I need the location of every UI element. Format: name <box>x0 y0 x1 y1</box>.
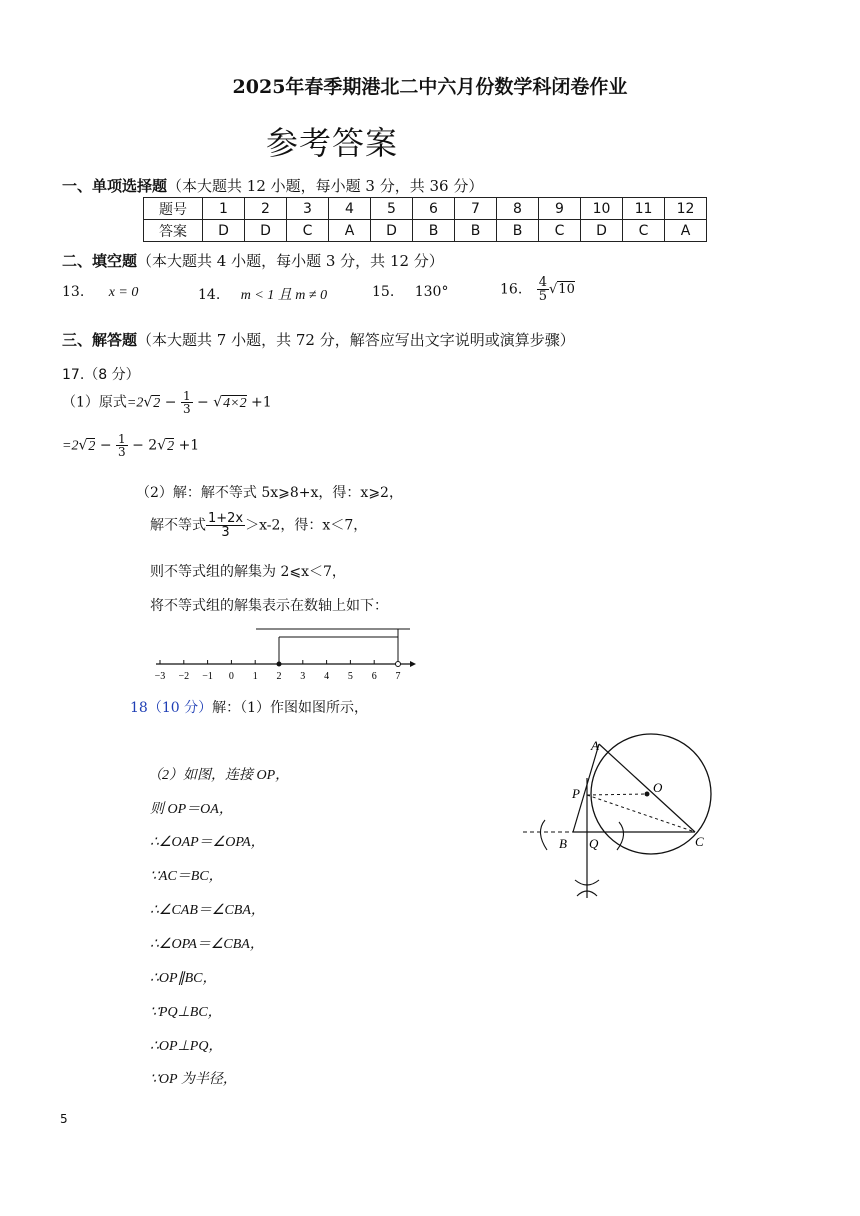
axis-arrow <box>410 661 416 667</box>
answer-table <box>143 197 707 242</box>
answer-cell: D <box>371 220 413 242</box>
row-label-number: 题号 <box>144 198 203 220</box>
fill-item-13: 13. x = 0 <box>62 284 139 300</box>
segment-op <box>587 794 647 795</box>
q17-part2-line4: 将不等式组的解集表示在数轴上如下： <box>150 598 388 614</box>
q18-proof-line: ∴OP∥BC， <box>150 971 217 986</box>
answer-cell: B <box>413 220 455 242</box>
q18-proof-line: ∴OP⊥PQ， <box>150 1039 223 1054</box>
axis-tick-label: 7 <box>395 671 401 682</box>
axis-tick-label: 2 <box>276 671 282 682</box>
axis-tick-label: −1 <box>202 671 213 682</box>
axis-tick-label: 5 <box>347 671 353 682</box>
question-number-cell: 1 <box>203 198 245 220</box>
arc-right <box>617 822 624 850</box>
q18-proof-line: ∵PQ⊥BC， <box>150 1005 222 1020</box>
question-number-cell: 8 <box>497 198 539 220</box>
fill-answer-16-root: 10 <box>558 282 575 297</box>
q17-part1-line1: （1）原式=2√2 − $\frac{1}{3}$ − √4×2 +1 <box>62 389 272 416</box>
segment-pc <box>587 795 695 832</box>
label-b: B <box>559 836 567 851</box>
answer-cell: B <box>497 220 539 242</box>
section1-note: （本大题共 12 小题，每小题 3 分，共 36 分） <box>167 177 484 195</box>
fill-answer-15: 130° <box>414 284 449 300</box>
q18-proof-line: ∴∠OAP＝∠OPA， <box>150 835 265 850</box>
section3-note: （本大题共 7 小题，共 72 分，解答应写出文字说明或演算步骤） <box>137 331 575 349</box>
answer-cell: D <box>203 220 245 242</box>
page-title: 2025年春季期港北二中六月份数学科闭卷作业 <box>232 76 628 98</box>
question-number-cell: 9 <box>539 198 581 220</box>
section2-note: （本大题共 4 小题，每小题 3 分，共 12 分） <box>137 252 444 270</box>
q18-label: 18（10 分） <box>130 700 213 716</box>
label-o: O <box>653 780 663 795</box>
section2-title: 二、填空题 <box>62 252 138 270</box>
geometry-figure <box>515 730 725 905</box>
fill-item-15: 15. 130° <box>372 284 449 300</box>
q18-proof-line: ∴∠CAB＝∠CBA， <box>150 903 265 918</box>
section1-title: 一、单项选择题 <box>62 177 168 195</box>
q18-proof-line: 则 OP＝OA， <box>150 802 233 817</box>
circle-o <box>591 734 711 854</box>
section3-title: 三、解答题 <box>62 331 138 349</box>
fill-answer-13: x = 0 <box>108 285 139 300</box>
question-number-cell: 12 <box>665 198 707 220</box>
question-number-cell: 2 <box>245 198 287 220</box>
point-o <box>645 792 650 797</box>
axis-tick-label: 3 <box>300 671 306 682</box>
q18-proof-line: ∴∠OPA＝∠CBA， <box>150 937 264 952</box>
question-number-cell: 6 <box>413 198 455 220</box>
q18-proof-line: ∵AC＝BC， <box>150 869 223 884</box>
arc-left <box>540 820 547 850</box>
question-number-cell: 4 <box>329 198 371 220</box>
q17-part2-line2: 解不等式 $\frac{1+2x}{3}$ ＞x-2，得：x＜7， <box>150 511 368 540</box>
axis-tick-label: 0 <box>228 671 234 682</box>
label-c: C <box>695 834 704 849</box>
fill-item-14: 14. m < 1 且 m ≠ 0 <box>198 287 328 303</box>
answer-cell: C <box>539 220 581 242</box>
q18-proof-line: ∵OP 为半径， <box>150 1072 237 1087</box>
question-number-cell: 11 <box>623 198 665 220</box>
q17-label: 17.（8 分） <box>62 367 140 383</box>
label-q: Q <box>589 836 599 851</box>
section1-heading <box>62 175 483 196</box>
question-number-cell: 3 <box>287 198 329 220</box>
axis-tick-label: 6 <box>371 671 377 682</box>
q18-header <box>130 697 368 717</box>
fill-item-16: 16. $\frac{4}{5}$ √10 <box>500 275 575 304</box>
segment-ac <box>599 744 695 832</box>
answer-title: 参考答案 <box>266 124 399 162</box>
question-number-cell: 5 <box>371 198 413 220</box>
question-number-cell: 7 <box>455 198 497 220</box>
page-number: 5 <box>60 1112 68 1126</box>
axis-tick-label: 1 <box>252 671 258 682</box>
row-label-answer: 答案 <box>144 220 203 242</box>
question-number-cell: 10 <box>581 198 623 220</box>
q17-part1-line2: =2√2 − $\frac{1}{3}$ − 2√2 +1 <box>62 432 200 459</box>
section2-heading <box>62 250 444 271</box>
answer-cell: C <box>287 220 329 242</box>
answer-cell: D <box>245 220 287 242</box>
q18-proof-line: （2）如图，连接 OP， <box>148 768 290 783</box>
fill-answer-14: m < 1 且 m ≠ 0 <box>240 288 328 303</box>
label-p: P <box>572 786 580 801</box>
answer-cell: B <box>455 220 497 242</box>
open-point-7 <box>396 662 401 667</box>
answer-cell: A <box>329 220 371 242</box>
fill-answer-16-fraction: $\frac{4}{5}$ <box>538 275 547 304</box>
axis-tick-label: 4 <box>324 671 330 682</box>
answer-cell: D <box>581 220 623 242</box>
answer-cell: A <box>665 220 707 242</box>
q17-part2-line1: （2）解：解不等式 5x⩾8+x，得：x⩾2， <box>136 485 403 501</box>
closed-point-2 <box>277 662 282 667</box>
q18-intro: 解：（1）作图如图所示， <box>212 700 369 716</box>
answer-cell: C <box>623 220 665 242</box>
section3-heading <box>62 329 575 350</box>
q17-part2-line3: 则不等式组的解集为 2⩽x＜7， <box>150 564 346 580</box>
label-a: A <box>591 738 599 753</box>
axis-tick-label: −3 <box>154 671 166 682</box>
axis-tick-label: −2 <box>178 671 190 682</box>
number-line-figure <box>148 622 423 682</box>
